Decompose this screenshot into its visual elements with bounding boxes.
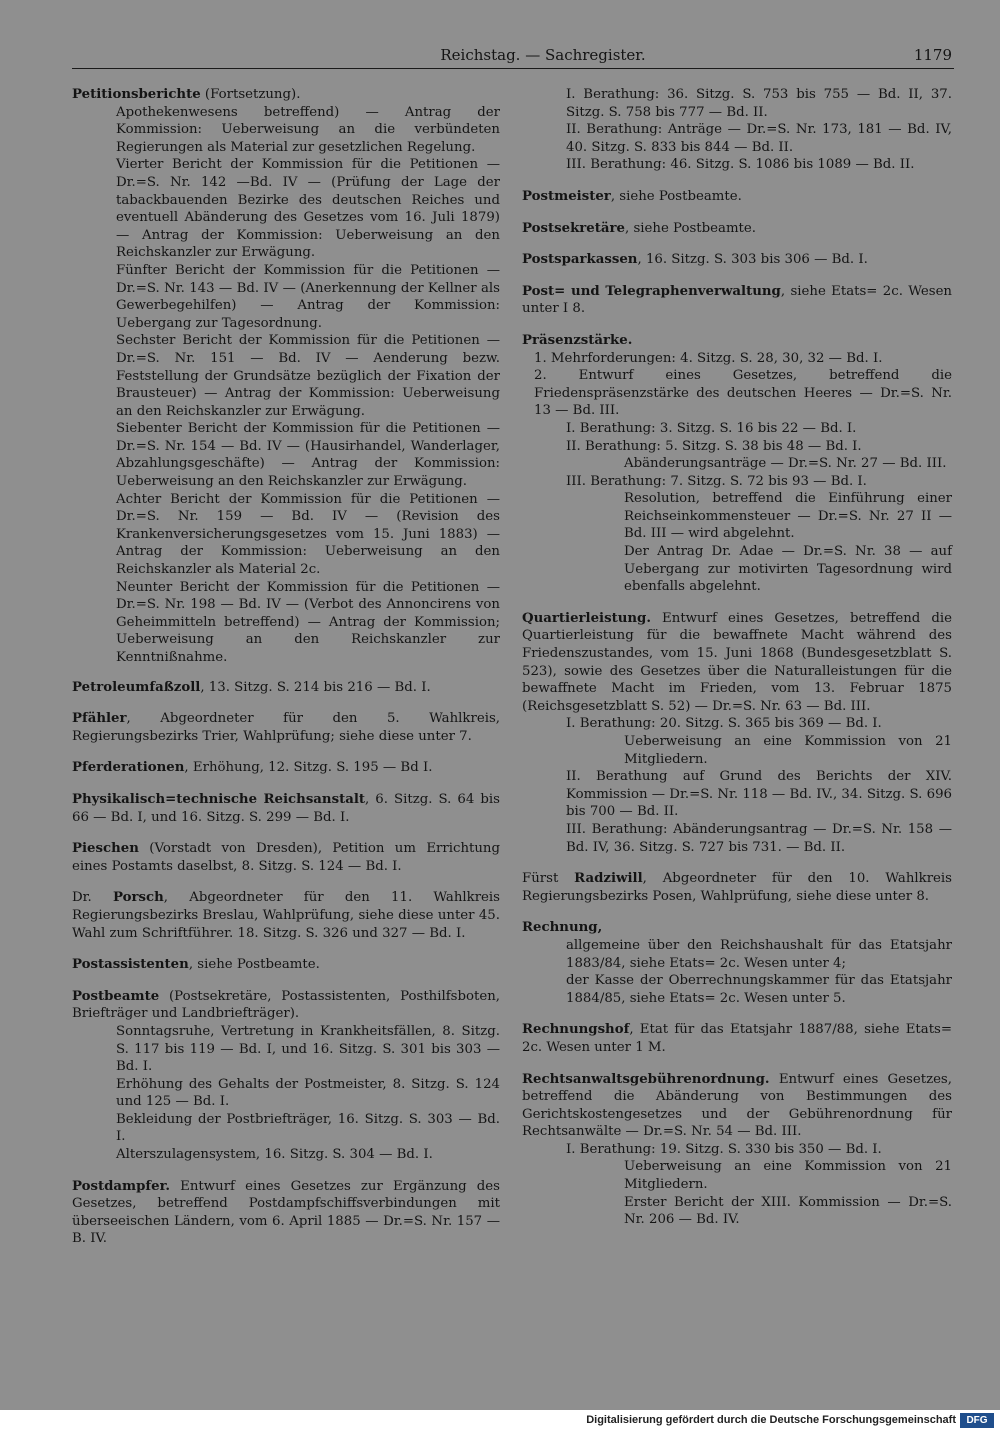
entry-text: (Fortsetzung). bbox=[200, 87, 301, 102]
entry-line: Erhöhung des Gehalts der Postmeister, 8. Sitzg. S. 124 und 125 — Bd. I. bbox=[116, 1076, 500, 1110]
entry-keyword: Post= und Telegraphenverwaltung bbox=[522, 283, 781, 299]
entry-line: Bekleidung der Postbriefträger, 16. Sitzg. S. 303 — Bd. I. bbox=[116, 1111, 500, 1145]
entry-keyword: Postdampfer. bbox=[72, 1178, 171, 1194]
index-entry bbox=[522, 1071, 952, 1229]
entry-keyword: Präsenzstärke. bbox=[522, 332, 633, 348]
entry-keyword: Rechtsanwaltsgebührenordnung. bbox=[522, 1071, 770, 1087]
entry-line: 1. Mehrforderungen: 4. Sitzg. S. 28, 30, 32 — Bd. I. bbox=[534, 350, 883, 366]
header-rule bbox=[72, 68, 954, 69]
entry-keyword: Physikalisch=technische Reichsanstalt bbox=[72, 791, 366, 807]
entry-keyword: Petroleumfaßzoll bbox=[72, 679, 201, 695]
entry-keyword: Rechnung, bbox=[522, 920, 603, 936]
entry-text: , siehe Etats= 2c. Wesen unter I 8. bbox=[522, 283, 952, 317]
entry-text: (Vorstadt von Dresden), Petition um Errichtung eines Postamts daselbst, 8. Sitzg. S. 124 — Bd. I. bbox=[72, 841, 500, 874]
entry-line: Sonntagsruhe, Vertretung in Krankheitsfällen, 8. Sitzg. S. 117 bis 119 — Bd. I, und 16. Sitzg. S. 301 bis 303 — Bd. I. bbox=[116, 1023, 500, 1075]
entry-text: (Postsekretäre, Postassistenten, Posthilfsboten, Briefträger und Landbriefträger). bbox=[72, 988, 500, 1022]
entry-text: Entwurf eines Gesetzes, betreffend die Quartierleistung für die bewaffnete Macht während des Friedenszustandes, vom 15. Juni 1868 (Bundesgesetzblatt S. 523), sowie des Gesetzes über die Naturalleistungen für die bewaffnete Macht im Frieden, vom 13. Februar 1875 (Reichsgesetzblatt S. 52) — Dr.=S. Nr. 63 — Bd. III. bbox=[522, 610, 952, 714]
entry-line: II. Berathung: Anträge — Dr.=S. Nr. 173, 181 — Bd. IV, 40. Sitzg. S. 833 bis 844 — Bd. II. bbox=[566, 122, 952, 155]
entry-line: Siebenter Bericht der Kommission für die Petitionen — Dr.=S. Nr. 154 — Bd. IV — (Hausirhandel, Wanderlager, Abzahlungsgeschäfte) — Antrag der Kommission: Ueberweisung an den Reichskanzler zur Erwägung. bbox=[116, 421, 500, 490]
entry-line: Der Antrag Dr. Adae — Dr.=S. Nr. 38 — auf Uebergang zur motivirten Tagesordnung wird ebenfalls abgelehnt. bbox=[624, 544, 952, 595]
index-entry bbox=[522, 283, 952, 318]
index-entry bbox=[522, 919, 952, 1007]
entry-keyword: Postsekretäre bbox=[522, 220, 625, 236]
index-entry bbox=[72, 679, 500, 697]
index-entry bbox=[72, 840, 500, 875]
entry-line: Ueberweisung an eine Kommission von 21 Mitgliedern. bbox=[624, 1159, 952, 1193]
entry-line: I. Berathung: 3. Sitzg. S. 16 bis 22 — Bd. I. bbox=[566, 420, 857, 436]
entry-keyword: Pferderationen bbox=[72, 760, 185, 776]
entry-keyword: Postsparkassen bbox=[522, 252, 638, 268]
entry-text: Entwurf eines Gesetzes, betreffend die Abänderung von Bestimmungen des Gerichtskostengesetzes und der Gebührenordnung für Rechtsanwälte — Dr.=S. Nr. 54 — Bd. III. bbox=[522, 1071, 952, 1140]
entry-text: , 13. Sitzg. S. 214 bis 216 — Bd. I. bbox=[200, 679, 431, 695]
index-entry bbox=[522, 610, 952, 856]
entry-keyword: Postbeamte bbox=[72, 988, 160, 1004]
funding-notice: Digitalisierung gefördert durch die Deutsche Forschungsgemeinschaft bbox=[586, 1414, 956, 1426]
entry-line: Resolution, betreffend die Einführung einer Reichseinkommensteuer — Dr.=S. Nr. 27 II — Bd. III — wird abgelehnt. bbox=[624, 491, 952, 542]
entry-line: II. Berathung: 5. Sitzg. S. 38 bis 48 — Bd. I. bbox=[566, 438, 862, 454]
entry-line: III. Berathung: 7. Sitzg. S. 72 bis 93 — Bd. I. bbox=[566, 473, 867, 489]
left-column bbox=[72, 86, 500, 1262]
entry-line: III. Berathung: Abänderungsantrag — Dr.=S. Nr. 158 — Bd. IV, 36. Sitzg. S. 727 bis 731. — Bd. II. bbox=[566, 821, 952, 855]
entry-keyword: Quartierleistung. bbox=[522, 610, 651, 626]
page-title: Reichstag. — Sachregister. bbox=[440, 46, 646, 64]
entry-prefix: Fürst bbox=[522, 871, 575, 887]
entry-keyword: Rechnungshof bbox=[522, 1022, 630, 1038]
entry-line: Neunter Bericht der Kommission für die Petitionen — Dr.=S. Nr. 198 — Bd. IV — (Verbot des Annoncirens von Geheimmitteln betreffend) — Antrag der Kommission; Ueberweisung an den Reichskanzler zur Kenntnißnahme. bbox=[116, 579, 500, 665]
right-column bbox=[522, 86, 952, 1243]
index-entry bbox=[522, 332, 952, 596]
entry-text: , Etat für das Etatsjahr 1887/88, siehe Etats= 2c. Wesen unter 1 M. bbox=[522, 1022, 952, 1055]
entry-line: 2. Entwurf eines Gesetzes, betreffend die Friedenspräsenzstärke des deutschen Heeres — Dr.=S. Nr. 13 — Bd. III. bbox=[534, 368, 952, 419]
entry-line: allgemeine über den Reichshaushalt für das Etatsjahr 1883/84, siehe Etats= 2c. Wesen unter 4; bbox=[566, 937, 952, 971]
entry-text: , Abgeordneter für den 5. Wahlkreis, Regierungsbezirks Trier, Wahlprüfung; siehe diese unter 7. bbox=[72, 711, 500, 744]
entry-prefix: Dr. bbox=[72, 890, 113, 906]
index-entry bbox=[72, 791, 500, 826]
entry-keyword: Postassistenten bbox=[72, 957, 189, 973]
entry-line: Erster Bericht der XIII. Kommission — Dr.=S. Nr. 206 — Bd. IV. bbox=[624, 1194, 952, 1228]
entry-text: , siehe Postbeamte. bbox=[625, 220, 756, 236]
index-entry bbox=[72, 956, 500, 974]
entry-keyword: Postmeister bbox=[522, 188, 611, 204]
index-entry bbox=[522, 1021, 952, 1056]
entry-line: Fünfter Bericht der Kommission für die Petitionen — Dr.=S. Nr. 143 — Bd. IV — (Anerkennung der Kellner als Gewerbegehilfen) — Antrag der Kommission: Uebergang zur Tagesordnung. bbox=[116, 262, 500, 331]
dfg-logo: DFG bbox=[960, 1413, 994, 1428]
entry-text: , 6. Sitzg. S. 64 bis 66 — Bd. I, und 16. Sitzg. S. 299 — Bd. I. bbox=[72, 791, 500, 825]
entry-text: , siehe Postbeamte. bbox=[188, 957, 320, 973]
index-entry bbox=[522, 251, 952, 269]
index-entry bbox=[522, 870, 952, 905]
entry-line: Achter Bericht der Kommission für die Petitionen — Dr.=S. Nr. 159 — Bd. IV — (Revision des Krankenversicherungsgesetzes vom 15. Juni 1883) — Antrag der Kommission: Ueberweisung an den Reichskanzler als Material 2c. bbox=[116, 491, 500, 578]
entry-text: Entwurf eines Gesetzes zur Ergänzung des Gesetzes, betreffend Postdampfschiffsverbindungen mit überseeischen Ländern, vom 6. April 1885 — Dr.=S. Nr. 157 — B. IV. bbox=[72, 1178, 500, 1247]
entry-keyword: Radziwill bbox=[574, 871, 643, 887]
entry-text: , 16. Sitzg. S. 303 bis 306 — Bd. I. bbox=[637, 252, 868, 268]
index-entry bbox=[72, 889, 500, 942]
entry-keyword: Pieschen bbox=[72, 841, 139, 857]
entry-line: I. Berathung: 20. Sitzg. S. 365 bis 369 — Bd. I. bbox=[566, 716, 882, 732]
entry-text: , Abgeordneter für den 10. Wahlkreis Regierungsbezirks Posen, Wahlprüfung, siehe diese unter 8. bbox=[522, 871, 952, 904]
index-entry bbox=[72, 710, 500, 745]
index-entry bbox=[72, 988, 500, 1164]
entry-line: Alterszulagensystem, 16. Sitzg. S. 304 — Bd. I. bbox=[116, 1147, 433, 1163]
index-entry bbox=[72, 759, 500, 777]
entry-line: III. Berathung: 46. Sitzg. S. 1086 bis 1089 — Bd. II. bbox=[566, 157, 915, 173]
continued-entry bbox=[522, 86, 952, 174]
entry-line: Sechster Bericht der Kommission für die Petitionen — Dr.=S. Nr. 151 — Bd. IV — Aenderung bezw. Feststellung der Grundsätze bezüglich der Fixation der Brausteuer) — Antrag der Kommission: Ueberweisung an den Reichskanzler zur Erwägung. bbox=[116, 333, 500, 419]
page-number: 1179 bbox=[913, 46, 952, 64]
entry-line: Vierter Bericht der Kommission für die Petitionen — Dr.=S. Nr. 142 —Bd. IV — (Prüfung der Lage der tabackbauenden Bezirke des deutschen Reiches und eventuell Abänderung des Gesetzes vom 16. Juli 1879) — Antrag der Kommission: Ueberweisung an den Reichskanzler zur Erwägung. bbox=[116, 157, 500, 261]
entry-text: , Abgeordneter für den 11. Wahlkreis Regierungsbezirks Breslau, Wahlprüfung, siehe diese unter 45. Wahl zum Schriftführer. 18. Sitzg. S. 326 und 327 — Bd. I. bbox=[72, 890, 500, 941]
entry-line: Abänderungsanträge — Dr.=S. Nr. 27 — Bd. III. bbox=[624, 456, 947, 472]
entry-keyword: Petitionsberichte bbox=[72, 87, 201, 102]
entry-line: der Kasse der Oberrechnungskammer für das Etatsjahr 1884/85, siehe Etats= 2c. Wesen unter 5. bbox=[566, 973, 952, 1006]
entry-line: II. Berathung auf Grund des Berichts der XIV. Kommission — Dr.=S. Nr. 118 — Bd. IV., 34. Sitzg. S. 696 bis 700 — Bd. II. bbox=[566, 769, 952, 820]
index-entry bbox=[522, 188, 952, 206]
entry-line: I. Berathung: 19. Sitzg. S. 330 bis 350 — Bd. I. bbox=[566, 1141, 882, 1157]
entry-text: , Erhöhung, 12. Sitzg. S. 195 — Bd I. bbox=[184, 760, 433, 776]
entry-line: I. Berathung: 36. Sitzg. S. 753 bis 755 — Bd. II, 37. Sitzg. S. 758 bis 777 — Bd. II. bbox=[566, 87, 952, 120]
entry-keyword: Porsch bbox=[113, 890, 164, 906]
index-entry bbox=[72, 86, 500, 667]
footer-bar bbox=[0, 1410, 1000, 1432]
entry-keyword: Pfähler bbox=[72, 711, 127, 727]
entry-line: Apothekenwesens betreffend) — Antrag der Kommission: Ueberweisung an die verbündeten Regierungen als Material zur gesetzlichen Regelung. bbox=[116, 104, 500, 155]
index-entry bbox=[522, 220, 952, 238]
entry-line: Ueberweisung an eine Kommission von 21 Mitgliedern. bbox=[624, 734, 952, 767]
index-entry bbox=[72, 1178, 500, 1248]
entry-text: , siehe Postbeamte. bbox=[610, 188, 742, 204]
